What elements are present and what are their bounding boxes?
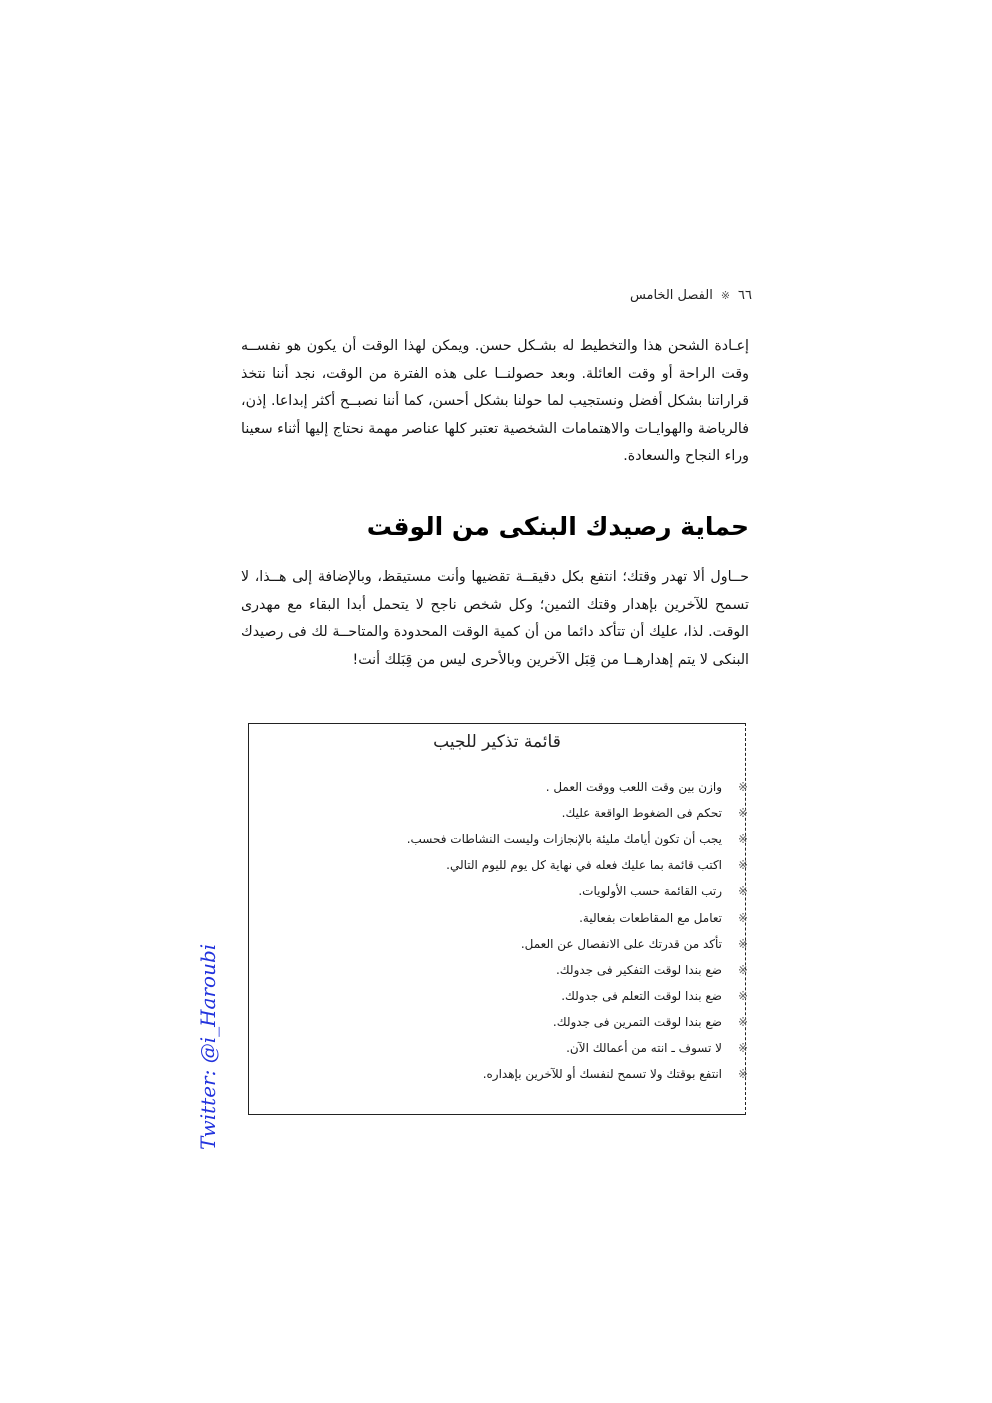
ornament-bullet-icon: ※: [737, 988, 748, 1003]
list-item: ※ يجب أن تكون أيامك مليئة بالإنجازات وليست النشاطات فحسب.: [406, 832, 748, 847]
list-item: ※ لا تسوف ـ انته من أعمالك الآن.: [566, 1040, 748, 1055]
list-item: ※ تحكم فى الضغوط الواقعة عليك.: [561, 806, 748, 821]
section-heading: حماية رصيدك البنكى من الوقت: [366, 512, 749, 541]
list-item: ※ اكتب قائمة بما عليك فعله في نهاية كل يوم لليوم التالي.: [446, 858, 748, 873]
checklist-title: قائمة تذكير للجيب: [433, 732, 561, 752]
body-paragraph-2: حــاول ألا تهدر وقتك؛ انتفع بكل دقيقــة تقضيها وأنت مستيقظ، وبالإضافة إلى هــذا، لا تسمح للآخرين بإهدار وقتك الثمين؛ وكل شخص ناجح لا يتحمل أبدا البقاء مع مهدرى الوقت. لذا، عليك أن تتأكد دائما من أن كمية الوقت المحدودة والمتاحــة لك فى رصيدك البنكى لا يتم إهدارهــا من قِبَل الآخرين وبالأحرى ليس من قِبَلك أنت!: [241, 569, 749, 668]
ornament-bullet-icon: ※: [737, 806, 748, 821]
body-paragraph-1: إعـادة الشحن هذا والتخطيط له بشـكل حسن. ويمكن لهذا الوقت أن يكون هو نفســه وقت الراحة أو وقت العائلة. وبعد حصولنــا على هذه الفترة من الوقت، نجد أننا نتخذ قراراتنا بشكل أفضل ونستجيب لما حولنا بشكل أحسن، كما أننا نصبــح أكثر إبداعا. إذن، فالرياضة والهوايـات والاهتمامات الشخصية تعتبر كلها عناصر مهمة نحتاج إليها أثناء سعينا وراء النجاح والسعادة.: [241, 338, 749, 464]
checklist: [407, 774, 748, 1087]
page-number: ٦٦: [738, 288, 752, 303]
ornament-bullet-icon: ※: [737, 1014, 748, 1029]
ornament-bullet-icon: ※: [737, 1040, 748, 1055]
chapter-title: الفصل الخامس: [629, 288, 713, 303]
ornament-bullet-icon: ※: [737, 910, 748, 925]
list-item: ※ تعامل مع المقاطعات بفعالية.: [579, 910, 748, 925]
ornament-icon: ※: [720, 289, 731, 302]
ornament-bullet-icon: ※: [737, 858, 748, 873]
ornament-bullet-icon: ※: [737, 832, 748, 847]
twitter-watermark: Twitter: @i_Haroubi: [196, 943, 220, 1150]
list-item: ※ رتب القائمة حسب الأولويات.: [578, 884, 748, 899]
ornament-bullet-icon: ※: [737, 780, 748, 795]
list-item: ※ ضع بندا لوقت التعلم فى جدولك.: [561, 988, 748, 1003]
ornament-bullet-icon: ※: [737, 936, 748, 951]
running-head: [630, 288, 752, 303]
list-item: ※ ضع بندا لوقت التمرين فى جدولك.: [552, 1014, 748, 1029]
ornament-bullet-icon: ※: [737, 962, 748, 977]
ornament-bullet-icon: ※: [737, 884, 748, 899]
list-item: ※ انتفع بوقتك ولا تسمح لنفسك أو للآخرين بإهداره.: [482, 1067, 748, 1082]
ornament-bullet-icon: ※: [737, 1067, 748, 1082]
list-item: ※ وازن بين وقت اللعب ووقت العمل .: [545, 780, 748, 795]
list-item: ※ تأكد من قدرتك على الانفصال عن العمل.: [520, 936, 748, 951]
list-item: ※ ضع بندا لوقت التفكير فى جدولك.: [555, 962, 748, 977]
